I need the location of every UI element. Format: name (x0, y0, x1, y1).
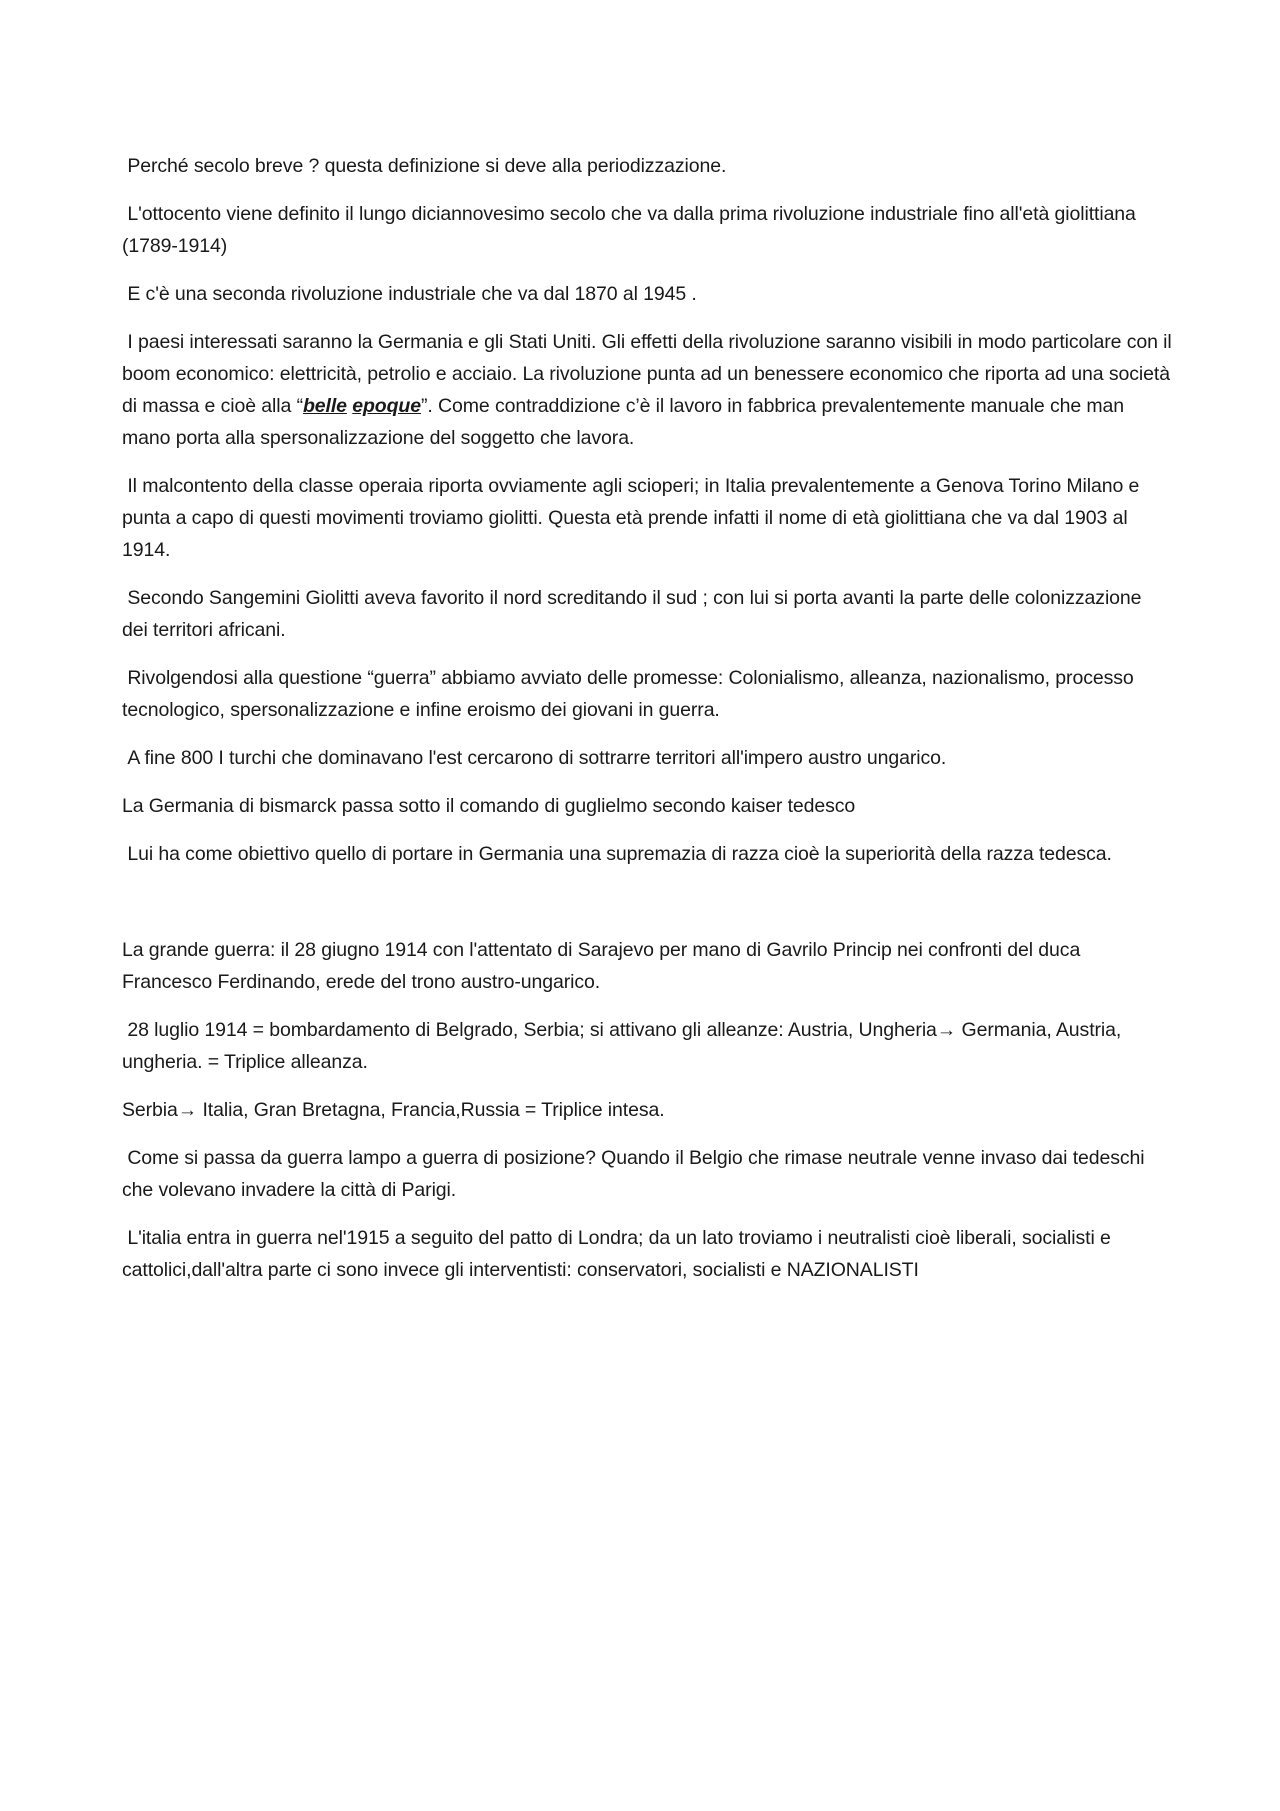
paragraph-grande-guerra: La grande guerra: il 28 giugno 1914 con l'attentato di Sarajevo per mano di Gavrilo Princip nei confronti del duca Francesco Ferdinando, erede del trono austro-ungarico. (122, 939, 1081, 993)
paragraph-questione-guerra: Rivolgendosi alla questione “guerra” abbiamo avviato delle promesse: Colonialismo, alleanza, nazionalismo, processo tecnologico, spersonalizzazione e infine eroismo dei giovani in guerra. (122, 667, 1134, 721)
document-body (122, 150, 1172, 1302)
paragraph-seconda-rivoluzione: E c'è una seconda rivoluzione industriale che va dal 1870 al 1945 . (127, 283, 697, 305)
paragraph-paesi-text-before: I paesi interessati saranno la Germania e gli Stati Uniti. Gli effetti della rivoluzione saranno visibili in modo particolare con il boom economico: elettricità, petrolio e acciaio. La rivoluzione punta ad un benessere economico che riporta ad una società di massa e cioè alla “ (122, 331, 1172, 417)
paragraph-triplice-intesa: Serbia→ Italia, Gran Bretagna, Francia,Russia = Triplice intesa. (122, 1099, 665, 1121)
paragraph-bismarck: La Germania di bismarck passa sotto il comando di guglielmo secondo kaiser tedesco (122, 795, 856, 817)
paragraph-sangemini: Secondo Sangemini Giolitti aveva favorito il nord screditando il sud ; con lui si porta avanti la parte delle colonizzazione dei territori africani. (122, 587, 1142, 641)
paragraph-guerra-posizione: Come si passa da guerra lampo a guerra di posizione? Quando il Belgio che rimase neutrale venne invaso dai tedeschi che volevano invadere la città di Parigi. (122, 1147, 1145, 1201)
epoque-emphasis: epoque (352, 395, 421, 417)
paragraph-secolo-breve: Perché secolo breve ? questa definizione si deve alla periodizzazione. (127, 155, 727, 177)
paragraph-malcontento: Il malcontento della classe operaia riporta ovviamente agli scioperi; in Italia prevalentemente a Genova Torino Milano e punta a capo di questi movimenti troviamo giolitti. Questa età prende infatti il nome di età giolittiana che va dal 1903 al 1914. (122, 475, 1140, 561)
paragraph-turchi: A fine 800 I turchi che dominavano l'est cercarono di sottrarre territori all'impero austro ungarico. (127, 747, 947, 769)
paragraph-belgrado: 28 luglio 1914 = bombardamento di Belgrado, Serbia; si attivano gli alleanze: Austria, Ungheria→ Germania, Austria, ungheria. = Triplice alleanza. (122, 1019, 1122, 1073)
belle-emphasis: belle (302, 395, 347, 417)
paragraph-paesi-text-after: ”. Come contraddizione c’è il lavoro in fabbrica prevalentemente manuale che man mano porta alla spersonalizzazione del soggetto che lavora. (122, 395, 1125, 449)
paragraph-italia-guerra: L'italia entra in guerra nel'1915 a seguito del patto di Londra; da un lato troviamo i neutralisti cioè liberali, socialisti e cattolici,dall'altra parte ci sono invece gli interventisti: conservatori, socialisti e NAZIONALISTI (122, 1227, 1111, 1281)
paragraph-ottocento: L'ottocento viene definito il lungo diciannovesimo secolo che va dalla prima rivoluzione industriale fino all'età giolittiana (1789-1914) (122, 203, 1136, 257)
paragraph-supremazia: Lui ha come obiettivo quello di portare in Germania una supremazia di razza cioè la superiorità della razza tedesca. (127, 843, 1112, 865)
paragraph-paesi-interessati (122, 326, 1172, 454)
